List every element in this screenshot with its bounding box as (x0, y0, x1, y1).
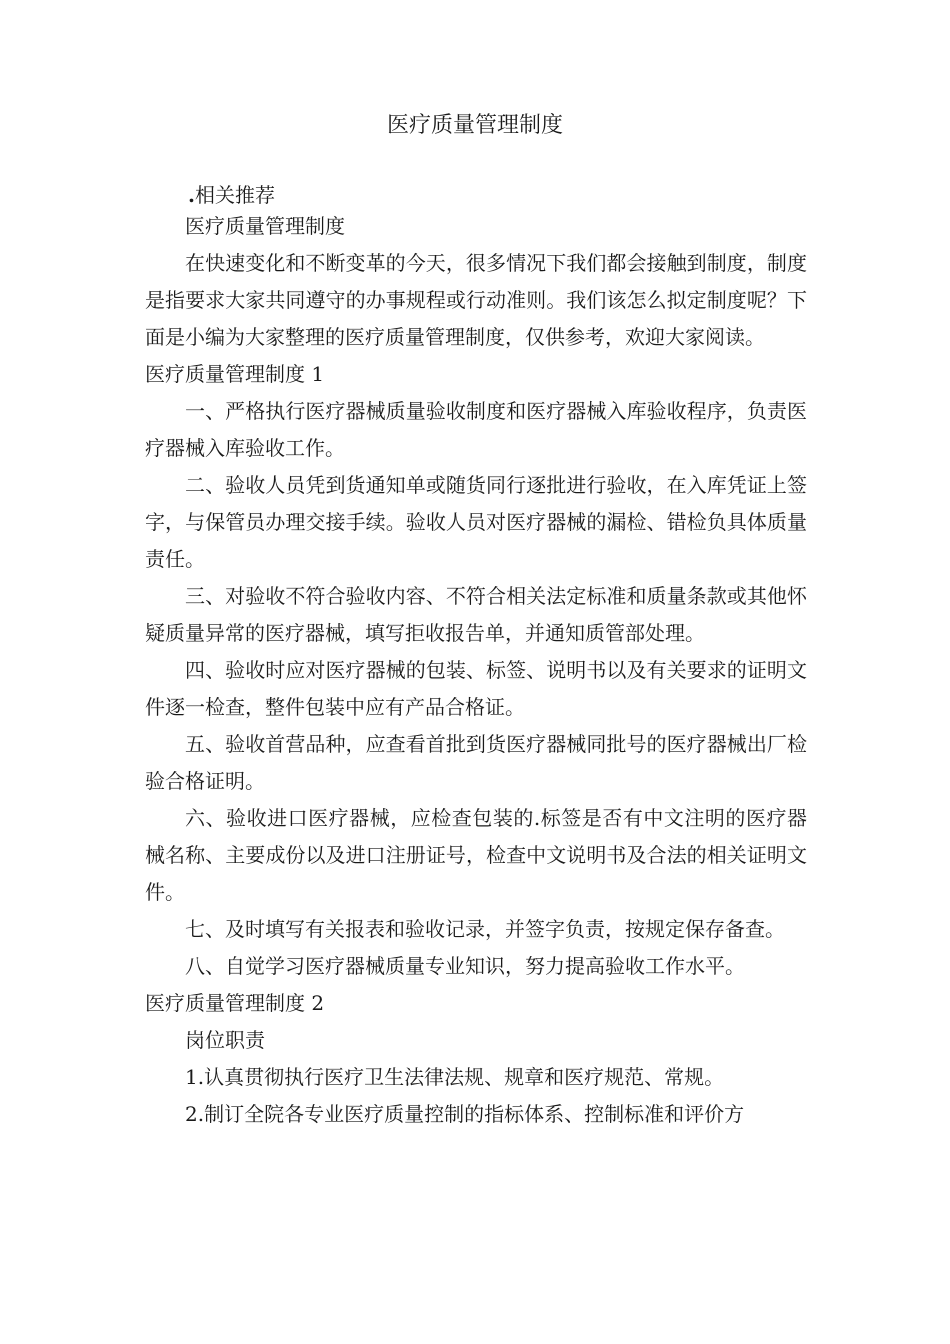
section-heading-1: 医疗质量管理制度 1 (145, 362, 325, 386)
paragraph-item: 七、及时填写有关报表和验收记录，并签字负责，按规定保存备查。 (185, 917, 785, 941)
paragraph-item: 八、自觉学习医疗器械质量专业知识，努力提高验收工作水平。 (185, 954, 745, 978)
document-body (145, 208, 807, 1133)
recommend-dot: . (188, 183, 195, 207)
paragraph-subheading: 岗位职责 (185, 1028, 265, 1052)
paragraph-item: 2.制订全院各专业医疗质量控制的指标体系、控制标准和评价方 (185, 1102, 745, 1126)
related-recommend-heading (188, 180, 275, 210)
section-heading-2: 医疗质量管理制度 2 (145, 991, 325, 1015)
paragraph-item: 一、严格执行医疗器械质量验收制度和医疗器械入库验收程序，负责医疗器械入库验收工作。 (145, 399, 807, 460)
paragraph-item: 五、验收首营品种，应查看首批到货医疗器械同批号的医疗器械出厂检验合格证明。 (145, 732, 807, 793)
paragraph-item: 六、验收进口医疗器械，应检查包装的.标签是否有中文注明的医疗器械名称、主要成份以及进口注册证号，检查中文说明书及合法的相关证明文件。 (145, 806, 807, 904)
paragraph-item: 1.认真贯彻执行医疗卫生法律法规、规章和医疗规范、常规。 (185, 1065, 725, 1089)
paragraph-intro: 在快速变化和不断变革的今天，很多情况下我们都会接触到制度，制度是指要求大家共同遵守的办事规程或行动准则。我们该怎么拟定制度呢？下面是小编为大家整理的医疗质量管理制度，仅供参考，欢迎大家阅读。 (145, 251, 807, 349)
paragraph-item: 二、验收人员凭到货通知单或随货同行逐批进行验收，在入库凭证上签字，与保管员办理交接手续。验收人员对医疗器械的漏检、错检负具体质量责任。 (145, 473, 807, 571)
paragraph-subtitle: 医疗质量管理制度 (185, 214, 345, 238)
paragraph-item: 三、对验收不符合验收内容、不符合相关法定标准和质量条款或其他怀疑质量异常的医疗器械，填写拒收报告单，并通知质管部处理。 (145, 584, 807, 645)
document-title: 医疗质量管理制度 (386, 113, 563, 138)
paragraph-item: 四、验收时应对医疗器械的包装、标签、说明书以及有关要求的证明文件逐一检查，整件包装中应有产品合格证。 (145, 658, 807, 719)
recommend-label: 相关推荐 (194, 183, 275, 207)
